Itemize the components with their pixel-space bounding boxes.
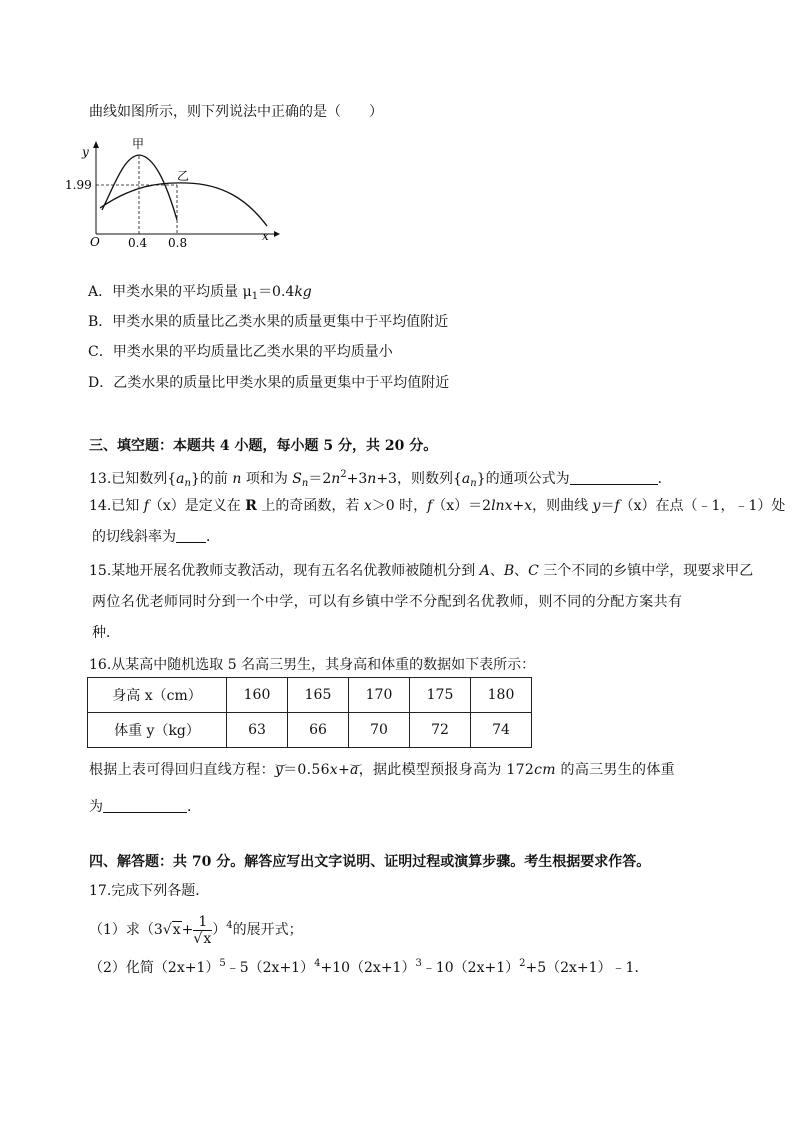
normal-curves-figure xyxy=(62,134,287,252)
question-17-part-1: （1）求（3√x+ $\frac{1}{√x}$ ）$^4$的展开式； xyxy=(89,913,303,947)
x-axis-arrow xyxy=(274,231,280,237)
curve-jia xyxy=(102,155,177,220)
question-15-line-2: 两位名优老师同时分到一个中学，可以有乡镇中学不分配到名优教师，则不同的分配方案共有 xyxy=(92,594,683,610)
table-cell: 160 xyxy=(227,678,288,713)
option-a[interactable]: A．甲类水果的平均质量 $\mu_1=0.4kg$ xyxy=(88,284,312,302)
answer-blank-13[interactable] xyxy=(570,470,658,485)
question-17-title: 17.完成下列各题． xyxy=(89,883,210,899)
question-17-part-2: （2）化简$(2x+1)^5﹣5(2x+1)^4+10(2x+1)^3﹣10(2x+1)^2+5(2x+1)﹣1$． xyxy=(89,958,649,976)
table-row xyxy=(88,713,532,748)
option-b[interactable]: B．甲类水果的质量比乙类水果的质量更集中于平均值附近 xyxy=(88,314,449,330)
curve-yi-label: 乙 xyxy=(177,169,190,183)
question-15-line-1: 15.某地开展名优教师支教活动，现有五名名优教师被随机分到 A、B、C 三个不同的乡镇中学，现要求甲乙 xyxy=(89,563,754,579)
table-row xyxy=(88,678,532,713)
table-cell: 70 xyxy=(349,713,410,748)
question-stem: 曲线如图所示，则下列说法中正确的是（ ） xyxy=(89,104,383,120)
question-16-intro: 16.从某高中随机选取 5 名高三男生，其身高和体重的数据如下表所示： xyxy=(89,657,536,673)
table-row-header: 身高 x（cm） xyxy=(88,678,227,713)
question-15-line-3: 种． xyxy=(92,625,120,641)
curve-yi xyxy=(100,183,267,226)
x-tick-04: 0.4 xyxy=(128,236,148,250)
answer-blank-16[interactable] xyxy=(103,798,187,813)
curve-jia-label: 甲 xyxy=(132,137,145,151)
answer-blank-14[interactable] xyxy=(176,528,206,543)
table-row-header: 体重 y（kg） xyxy=(88,713,227,748)
table-cell: 74 xyxy=(471,713,532,748)
table-cell: 63 xyxy=(227,713,288,748)
height-weight-table xyxy=(87,677,532,748)
origin-label: O xyxy=(90,235,100,249)
section-heading-3: 三、填空题：本题共 4 小题，每小题 5 分，共 20 分。 xyxy=(89,438,438,454)
option-d[interactable]: D．乙类水果的质量比甲类水果的质量更集中于平均值附近 xyxy=(88,375,450,391)
x-label: x xyxy=(262,229,269,243)
table-cell: 180 xyxy=(471,678,532,713)
y-tick-199: 1.99 xyxy=(65,178,92,192)
table-cell: 72 xyxy=(410,713,471,748)
question-14-line-2: 的切线斜率为 ． xyxy=(92,529,220,545)
table-cell: 66 xyxy=(288,713,349,748)
question-14-line-1: 14.已知 f（x）是定义在 R 上的奇函数，若 x＞0 时，f（x）＝2lnx+x，则曲线 y＝f（x）在点（﹣1，﹣1）处 xyxy=(89,498,786,514)
y-label: y xyxy=(82,145,89,159)
x-tick-08: 0.8 xyxy=(168,236,188,250)
question-16-line-2: 为 ． xyxy=(89,799,201,815)
y-axis-arrow xyxy=(93,141,99,148)
question-13: 13.已知数列$\{a_n\}$的前 n 项和为 $S_n=2n^2+3n+3$，则数列$\{a_n\}$的通项公式为 ． xyxy=(89,469,672,489)
table-cell: 170 xyxy=(349,678,410,713)
table-cell: 165 xyxy=(288,678,349,713)
option-c[interactable]: C．甲类水果的平均质量比乙类水果的平均质量小 xyxy=(88,344,393,360)
question-16-regression: 根据上表可得回归直线方程：⌒ y＝0.56x+⌒ a，据此模型预报身高为 172cm 的高三男生的体重 xyxy=(89,760,675,780)
section-heading-4: 四、解答题：共 70 分。解答应写出文字说明、证明过程或演算步骤。考生根据要求作答。 xyxy=(89,854,651,870)
table-cell: 175 xyxy=(410,678,471,713)
